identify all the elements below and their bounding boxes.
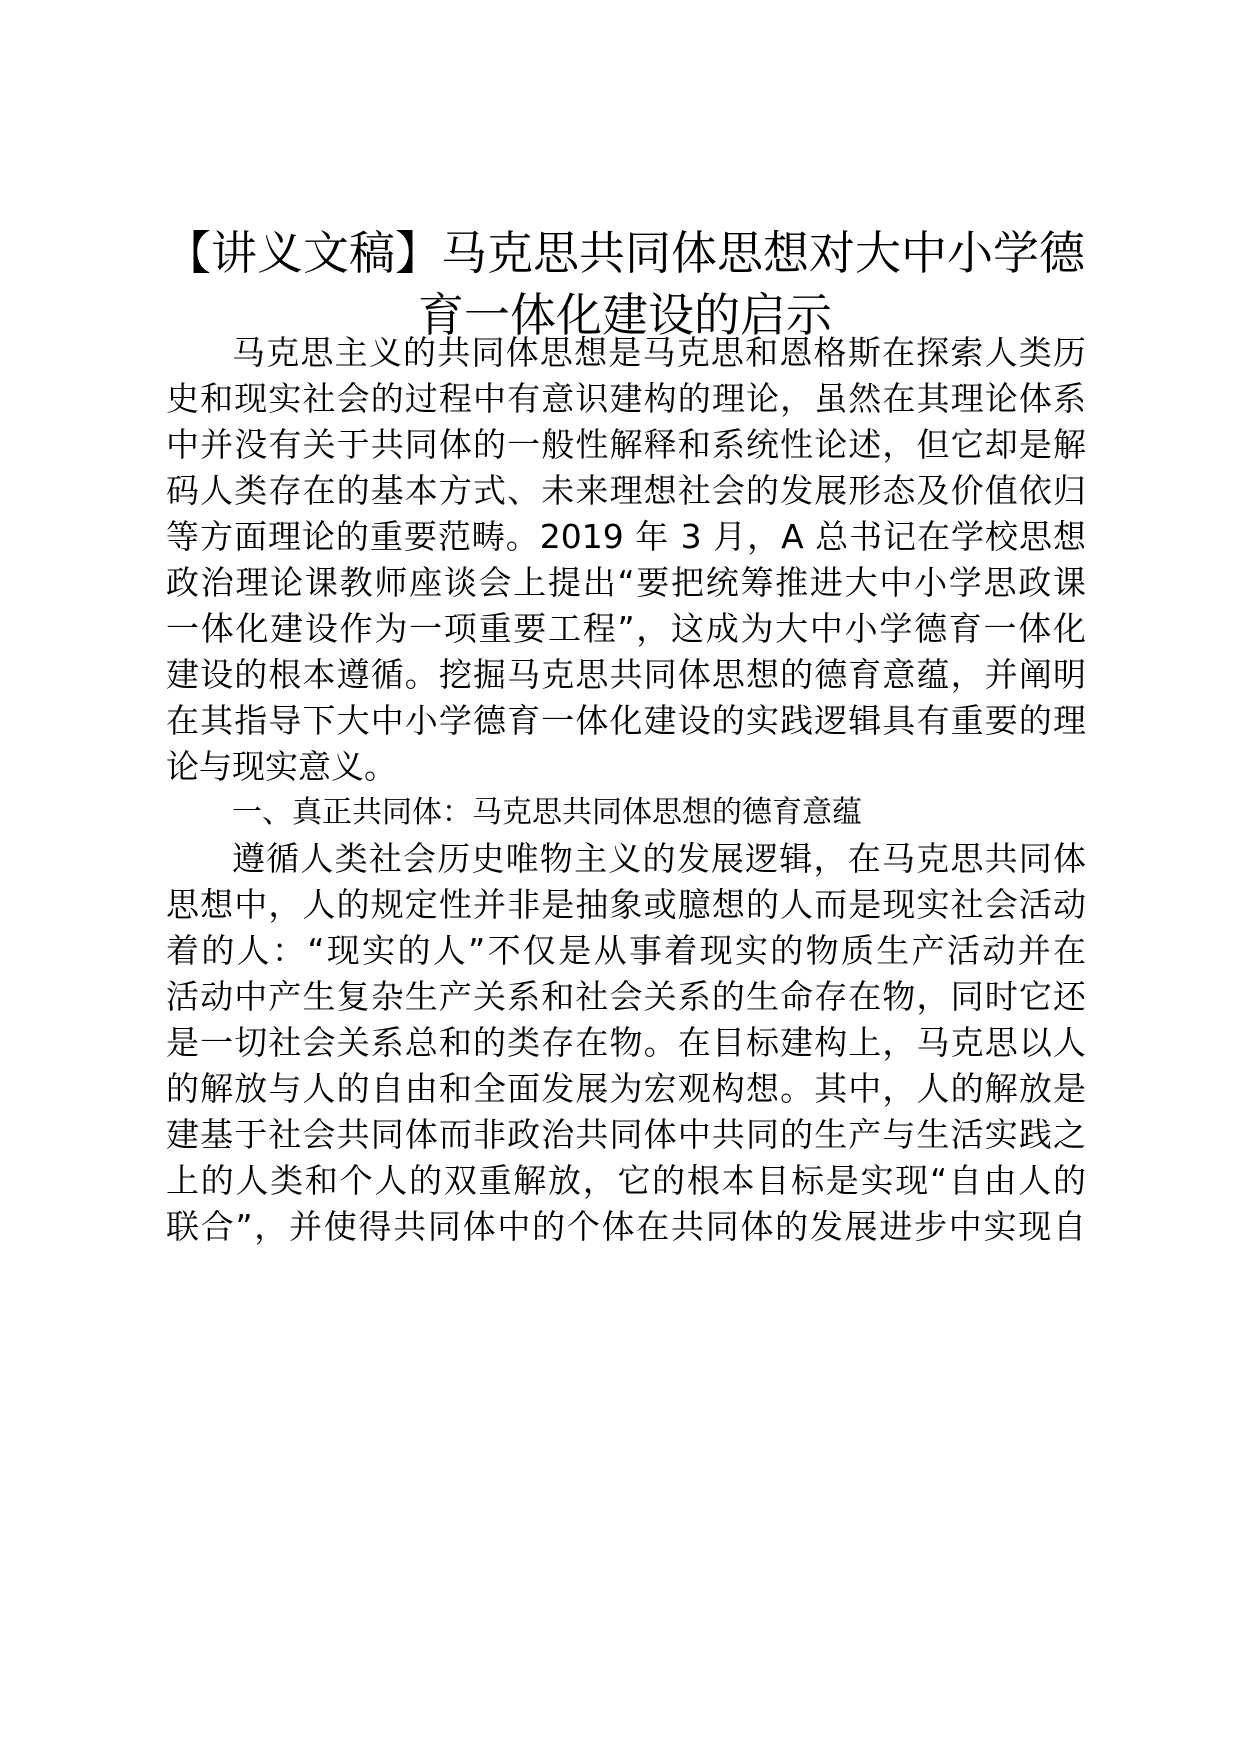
paragraph-1-line: 在其指导下大中小学德育一体化建设的实践逻辑具有重要的理 <box>166 701 1086 740</box>
paragraph-2-line: 活动中产生复杂生产关系和社会关系的生命存在物，同时它还 <box>166 977 1086 1016</box>
paragraph-2-line: 遵循人类社会历史唯物主义的发展逻辑，在马克思共同体 <box>232 839 1086 878</box>
paragraph-2-line: 是一切社会关系总和的类存在物。在目标建构上，马克思以人 <box>166 1023 1086 1062</box>
paragraph-1-line: 史和现实社会的过程中有意识建构的理论，虽然在其理论体系 <box>166 379 1086 418</box>
paragraph-1-line: 建设的根本遵循。挖掘马克思共同体思想的德育意蕴，并阐明 <box>166 655 1086 694</box>
paragraph-2-line: 思想中，人的规定性并非是抽象或臆想的人而是现实社会活动 <box>166 885 1086 924</box>
paragraph-1-line: 政治理论课教师座谈会上提出“要把统筹推进大中小学思政课 <box>166 563 1086 602</box>
paragraph-1-line: 马克思主义的共同体思想是马克思和恩格斯在探索人类历 <box>232 333 1086 372</box>
document-title-line-1: 【讲义文稿】马克思共同体思想对大中小学德 <box>165 226 1085 280</box>
paragraph-2-line: 建基于社会共同体而非政治共同体中共同的生产与生活实践之 <box>166 1115 1086 1154</box>
document-title-line-2: 育一体化建设的启示 <box>418 288 832 342</box>
paragraph-1-line: 论与现实意义。 <box>166 747 397 786</box>
paragraph-1-line: 码人类存在的基本方式、未来理想社会的发展形态及价值依归 <box>166 471 1086 510</box>
paragraph-1-line: 等方面理论的重要范畴。2019 年 3 月，A 总书记在学校思想 <box>166 517 1086 556</box>
paragraph-2-line: 联合”，并使得共同体中的个体在共同体的发展进步中实现自 <box>166 1207 1086 1246</box>
paragraph-1-line: 中并没有关于共同体的一般性解释和系统性论述，但它却是解 <box>166 425 1086 464</box>
paragraph-2-line: 上的人类和个人的双重解放，它的根本目标是实现“自由人的 <box>166 1161 1086 1200</box>
section-heading: 一、真正共同体：马克思共同体思想的德育意蕴 <box>232 795 862 830</box>
paragraph-2-line: 的解放与人的自由和全面发展为宏观构想。其中，人的解放是 <box>166 1069 1086 1108</box>
paragraph-2-line: 着的人：“现实的人”不仅是从事着现实的物质生产活动并在 <box>166 931 1086 970</box>
paragraph-1-line: 一体化建设作为一项重要工程”，这成为大中小学德育一体化 <box>166 609 1086 648</box>
